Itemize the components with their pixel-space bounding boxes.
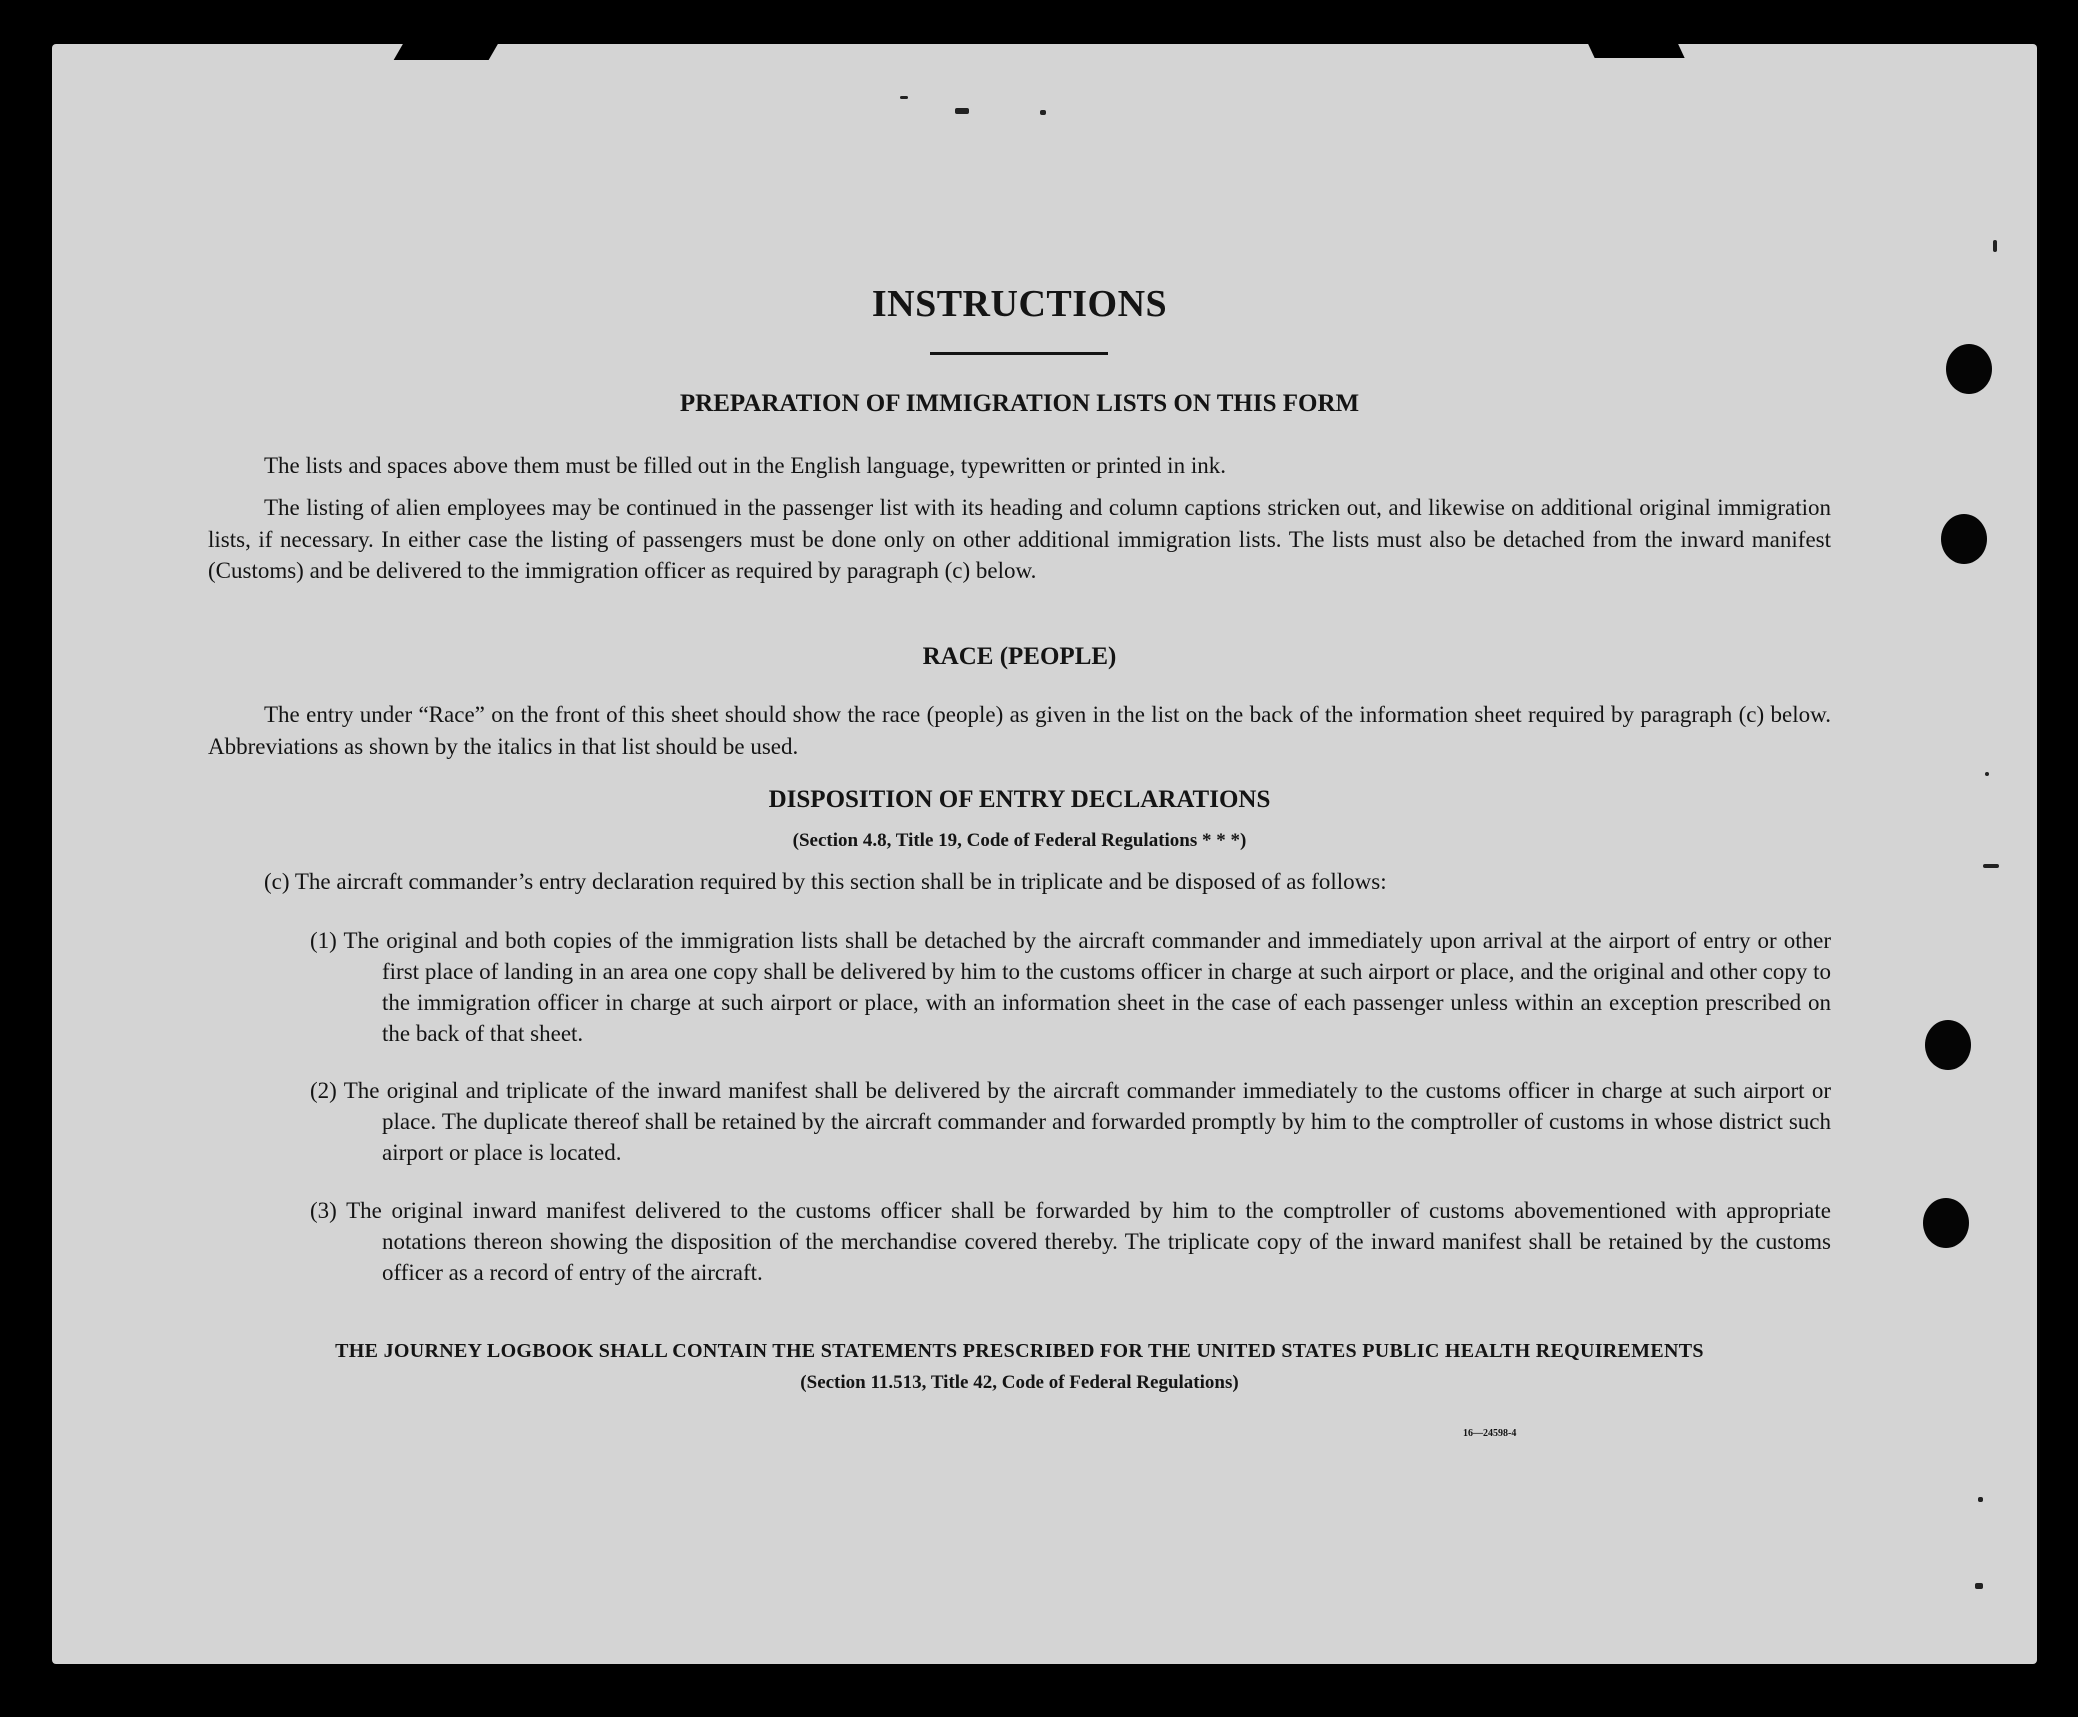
binding-tab-left bbox=[394, 38, 502, 60]
preparation-heading: PREPARATION OF IMMIGRATION LISTS ON THIS FORM bbox=[679, 390, 1360, 417]
speck-mark bbox=[900, 96, 908, 99]
punch-hole-1 bbox=[1946, 344, 1992, 394]
page-title: INSTRUCTIONS bbox=[871, 283, 1168, 325]
disposition-citation: (Section 4.8, Title 19, Code of Federal Regulations * * *) bbox=[792, 830, 1247, 851]
title-underline bbox=[930, 352, 1108, 355]
disposition-item-3: (3) The original inward manifest delivered to the customs officer shall be forwarded by him to the comptroller of customs abovementioned with appropriate notations thereon showing the disposition of the merchandise covered thereby. The triplicate copy of the inward manifest shall be retained by the customs officer as a record of entry of the aircraft. bbox=[310, 1198, 1831, 1285]
form-number: 16—24598-4 bbox=[1463, 1428, 1517, 1439]
race-paragraph: The entry under “Race” on the front of this sheet should show the race (people) as given in the list on the back of the information sheet required by paragraph (c) below. Abbreviations as shown by the italics in that list should be used. bbox=[208, 702, 1831, 759]
binding-tab-right bbox=[1585, 38, 1684, 58]
footer-citation: (Section 11.513, Title 42, Code of Federal Regulations) bbox=[800, 1372, 1239, 1393]
punch-hole-4 bbox=[1923, 1198, 1969, 1248]
speck-mark bbox=[955, 108, 969, 114]
preparation-paragraph-1: The lists and spaces above them must be filled out in the English language, typewritten or printed in ink. bbox=[264, 453, 1226, 478]
speck-mark bbox=[1993, 240, 1997, 252]
disposition-item-1: (1) The original and both copies of the immigration lists shall be detached by the aircraft commander and immediately upon arrival at the airport of entry or other first place of landing in an area one copy shall be delivered by him to the customs officer in charge at such airport or place, and the original and other copy to the immigration officer in charge at such airport or place, with an information sheet in the case of each passenger unless within an exception prescribed on the back of that sheet. bbox=[310, 928, 1831, 1046]
speck-mark bbox=[1040, 110, 1046, 115]
disposition-item-2: (2) The original and triplicate of the inward manifest shall be delivered by the aircraft commander immediately to the customs officer in charge at such airport or place. The duplicate thereof shall be retained by the aircraft commander and forwarded promptly by him to the comptroller of customs in whose district such airport or place is located. bbox=[310, 1078, 1831, 1165]
race-heading: RACE (PEOPLE) bbox=[922, 643, 1117, 670]
punch-hole-2 bbox=[1941, 514, 1987, 564]
footer-statement: THE JOURNEY LOGBOOK SHALL CONTAIN THE STATEMENTS PRESCRIBED FOR THE UNITED STATES PUBLIC HEALTH REQUIREMENTS bbox=[335, 1340, 1704, 1362]
disposition-lead: (c) The aircraft commander’s entry declaration required by this section shall be in triplicate and be disposed of as follows: bbox=[264, 869, 1387, 894]
punch-hole-3 bbox=[1925, 1020, 1971, 1070]
speck-mark bbox=[1978, 1497, 1983, 1502]
speck-mark bbox=[1985, 772, 1989, 776]
preparation-paragraph-2: The listing of alien employees may be continued in the passenger list with its heading and column captions stricken out, and likewise on additional original immigration lists, if necessary. In either case the listing of passengers must be done only on other additional immigration lists. The lists must also be detached from the inward manifest (Customs) and be delivered to the immigration officer as required by paragraph (c) below. bbox=[208, 495, 1831, 583]
speck-mark bbox=[1983, 864, 1999, 868]
disposition-heading: DISPOSITION OF ENTRY DECLARATIONS bbox=[768, 786, 1271, 813]
speck-mark bbox=[1975, 1583, 1983, 1589]
